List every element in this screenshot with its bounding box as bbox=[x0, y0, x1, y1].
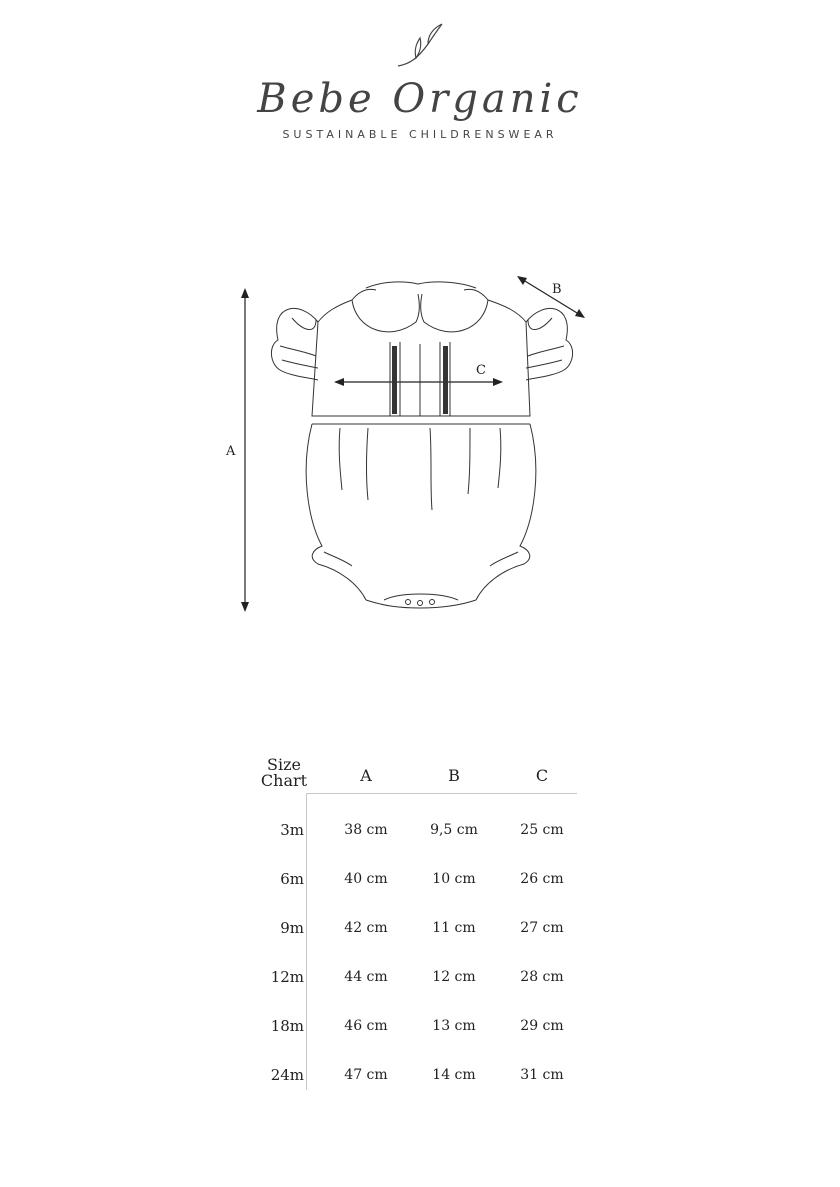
dimension-a-label: A bbox=[226, 444, 236, 459]
table-row bbox=[246, 952, 586, 1001]
size-cell: 12m bbox=[270, 967, 304, 986]
value-b-cell: 10 cm bbox=[432, 870, 476, 887]
table-row bbox=[246, 795, 586, 854]
value-b-cell: 11 cm bbox=[432, 919, 476, 936]
value-a-cell: 46 cm bbox=[344, 1017, 388, 1034]
dimension-c bbox=[334, 363, 503, 386]
brand-name: Bebe Organic bbox=[257, 76, 583, 122]
value-a-cell: 42 cm bbox=[344, 919, 388, 936]
value-c-cell: 29 cm bbox=[520, 1017, 564, 1034]
romper-outline bbox=[271, 282, 572, 608]
size-chart-title bbox=[246, 755, 322, 795]
size-chart-header bbox=[246, 755, 586, 795]
value-b-cell: 13 cm bbox=[432, 1017, 476, 1034]
value-c-cell: 26 cm bbox=[520, 870, 564, 887]
value-b-cell: 9,5 cm bbox=[430, 821, 478, 838]
size-chart-title-line2: Chart bbox=[260, 771, 308, 790]
value-a-cell: 47 cm bbox=[344, 1066, 388, 1083]
size-cell: 18m bbox=[270, 1016, 304, 1035]
size-cell: 24m bbox=[270, 1065, 304, 1084]
size-cell: 3m bbox=[280, 820, 304, 839]
size-cell: 9m bbox=[280, 918, 304, 937]
size-cell: 6m bbox=[280, 869, 304, 888]
column-header-b: B bbox=[448, 765, 460, 785]
value-c-cell: 25 cm bbox=[520, 821, 564, 838]
brand-logo bbox=[0, 20, 840, 141]
value-a-cell: 44 cm bbox=[344, 968, 388, 985]
value-b-cell: 12 cm bbox=[432, 968, 476, 985]
dimension-c-label: C bbox=[476, 363, 486, 378]
dimension-a bbox=[225, 288, 249, 612]
value-b-cell: 14 cm bbox=[432, 1066, 476, 1083]
leaf-sprig-icon bbox=[390, 20, 450, 70]
table-row bbox=[246, 1050, 586, 1099]
dimension-b bbox=[517, 276, 585, 318]
brand-tagline: SUSTAINABLE CHILDRENSWEAR bbox=[282, 128, 558, 141]
column-header-c: C bbox=[535, 765, 549, 785]
dimension-b-label: B bbox=[552, 282, 562, 297]
column-header-a: A bbox=[360, 765, 372, 785]
value-c-cell: 31 cm bbox=[520, 1066, 564, 1083]
value-c-cell: 27 cm bbox=[520, 919, 564, 936]
table-row bbox=[246, 854, 586, 903]
value-a-cell: 38 cm bbox=[344, 821, 388, 838]
table-row bbox=[246, 903, 586, 952]
table-row bbox=[246, 1001, 586, 1050]
value-c-cell: 28 cm bbox=[520, 968, 564, 985]
value-a-cell: 40 cm bbox=[344, 870, 388, 887]
snap-buttons bbox=[406, 600, 435, 606]
size-chart bbox=[246, 755, 586, 1099]
romper-diagram bbox=[0, 260, 840, 640]
size-chart-title-line1: Size bbox=[267, 755, 301, 774]
